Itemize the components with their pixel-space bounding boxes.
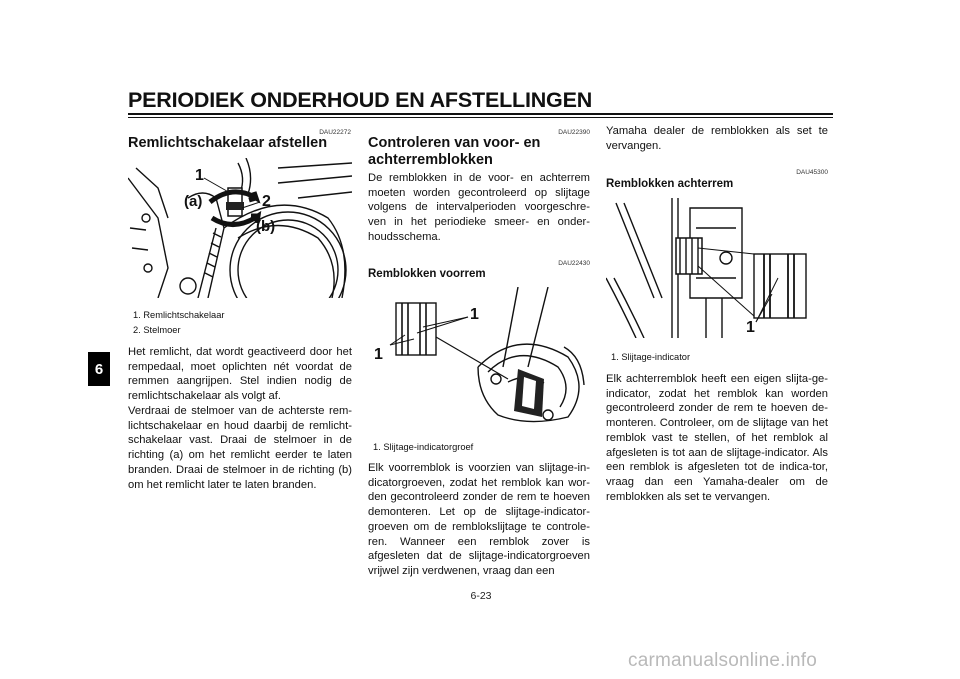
chapter-tab: 6	[88, 352, 110, 386]
header-rule-thin	[128, 117, 833, 118]
paragraph-continuation: Yamaha dealer de remblokken als set te vervangen.	[606, 125, 828, 152]
callout-front-1a: 1	[470, 306, 479, 323]
caption-rear: 1. Slijtage-indicator	[611, 352, 691, 362]
ref-code-front: DAU22430	[558, 260, 590, 267]
front-pads-drawing	[368, 287, 590, 425]
page-number: 6-23	[470, 590, 492, 602]
figure-front-brake-pads	[368, 287, 590, 425]
section-title-brake-light: Remlichtschakelaar afstellen	[128, 135, 328, 151]
caption-2: 2. Stelmoer	[133, 325, 181, 335]
watermark: carmanualsonline.info	[628, 650, 818, 671]
section-title-brake-pads: Controleren van voor- en achterremblokken	[368, 135, 541, 168]
brake-light-switch-drawing	[128, 158, 352, 298]
callout-front-1b: 1	[374, 346, 383, 363]
callout-1: 1	[195, 167, 204, 184]
paragraph-front-pads: Elk voorremblok is voorzien van slijtage-in-dicatorgroeven, zodat het remblok kan wor-den gecontroleerd zonder de rem te hoeven demonteren. Let op de slijtage-indicator-groeven om de remblokslijtage te controle-ren. Wanneer een remblok zover is afgesleten dat de slijtage-indicatorgroeven vrijwel zijn verdwenen, vraag dan een	[368, 462, 590, 577]
figure-brake-light-switch	[128, 158, 352, 298]
caption-front: 1. Slijtage-indicatorgroef	[373, 442, 474, 452]
paragraph-pads-intro: De remblokken in de voor- en achterrem moeten worden gecontroleerd op slijtage volgens de intervalperioden voorgeschre-ven in het periodieke smeer- en onder-houdsschema.	[368, 172, 590, 243]
figure-rear-brake-pads	[606, 198, 828, 338]
paragraph-rear-pads: Elk achterremblok heeft een eigen slijta-ge-indicator, zodat het remblok kan worden gecontroleerd zonder de rem te hoeven de-monteren. Controleer, om de slijtage van het remblok vast te stellen, of het remblok al afgesleten is tot aan de slijtage-indicator. Als een remblok is afgesleten tot de indica-tor, vraag dan een Yamaha-dealer om de remblokken als set te vervangen.	[606, 373, 828, 503]
callout-a: (a)	[184, 193, 203, 210]
callout-rear-1: 1	[746, 319, 755, 336]
header-rule	[128, 113, 833, 115]
ref-code-pads: DAU22390	[558, 129, 590, 136]
caption-1: 1. Remlichtschakelaar	[133, 310, 225, 320]
page-header-title: PERIODIEK ONDERHOUD EN AFSTELLINGEN	[128, 88, 593, 112]
subtitle-front-pads: Remblokken voorrem	[368, 268, 486, 280]
rear-pads-drawing	[606, 198, 828, 338]
paragraph-brake-light-1: Het remlicht, dat wordt geactiveerd door het rempedaal, moet oplichten nét voordat de remmen aangrijpen. Stel indien nodig de remlichtschakelaar als volgt af.	[128, 346, 352, 403]
ref-code-rear: DAU45300	[796, 169, 828, 176]
ref-code: DAU22272	[319, 129, 351, 136]
callout-b: (b)	[256, 218, 276, 235]
paragraph-brake-light-2: Verdraai de stelmoer van de achterste rem-lichtschakelaar en houd daarbij de remlicht-schakelaar vast. Draai de stelmoer in de richting (a) om het remlicht eerder te laten branden. Draai de stelmoer in de richting (b) om het remlicht later te laten branden.	[128, 405, 352, 491]
callout-2: 2	[262, 193, 271, 210]
subtitle-rear-pads: Remblokken achterrem	[606, 178, 734, 190]
